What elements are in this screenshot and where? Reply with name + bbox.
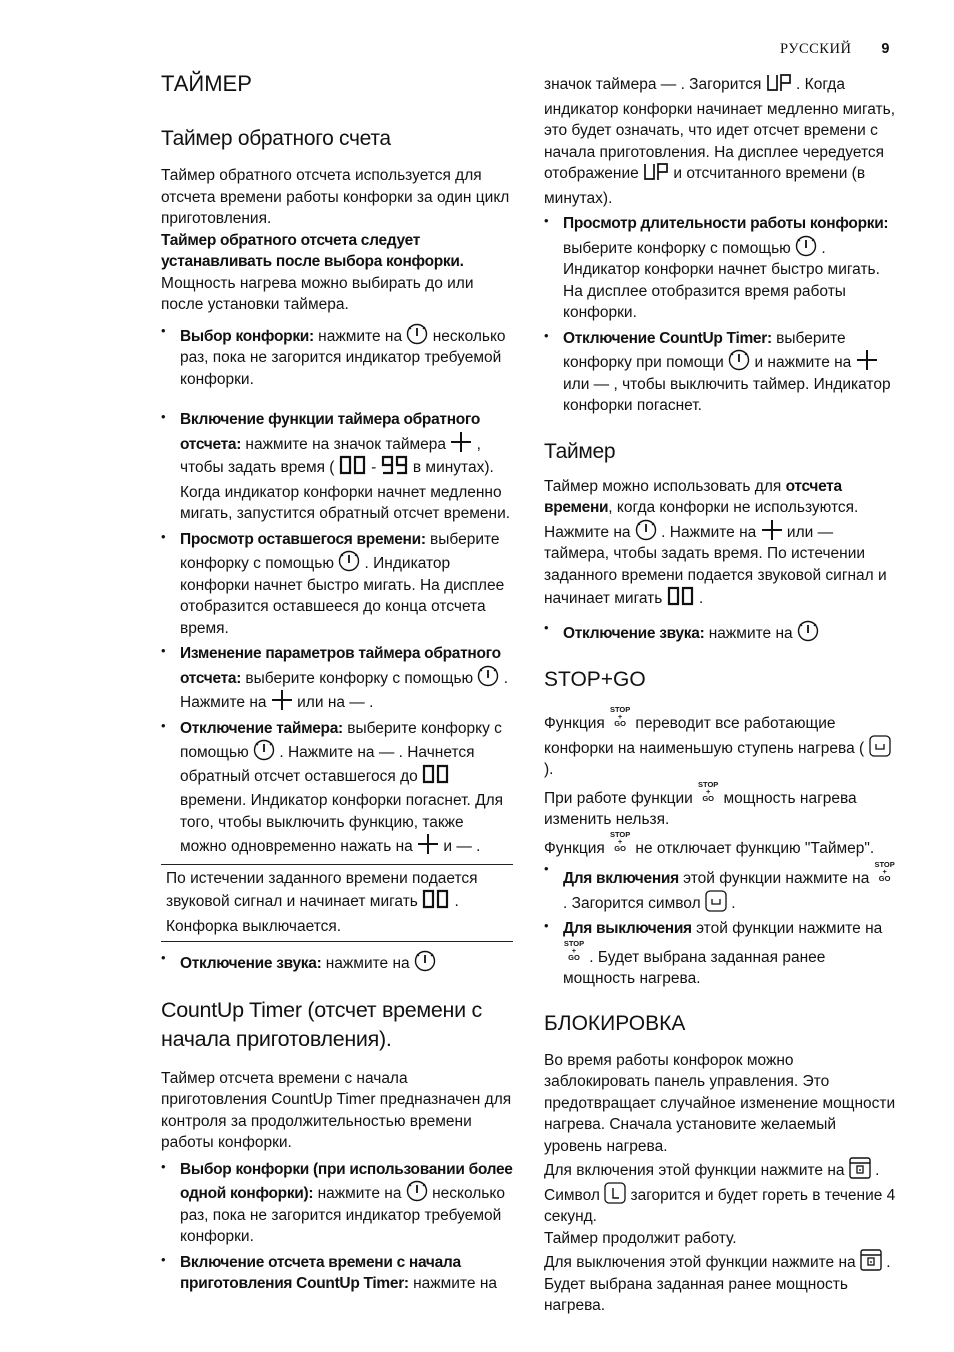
list-item: • Выбор конфорки: нажмите на несколько раз, пока не загорится индикатор требуемой конфорки. xyxy=(161,323,513,391)
timer-clock-icon xyxy=(728,349,750,371)
subsection-title-lock: БЛОКИРОВКА xyxy=(544,1011,686,1035)
timer-clock-icon xyxy=(477,665,499,687)
section-title-timer: ТАЙМЕР xyxy=(161,71,252,96)
paragraph: Для выключения этой функции нажмите на . Будет выбрана заданная ранее мощность нагрева. xyxy=(544,1249,896,1317)
subsection-title-timer: Таймер xyxy=(544,439,616,463)
list-item: • Отключение таймера: выберите конфорку с помощью . Нажмите на — . Начнется обратный отсчет оставшегося до времени. Индикатор конфорки погаснет. Для того, чтобы выключить функцию, также можно одновременно нажать на и — . xyxy=(161,718,513,858)
paragraph: Таймер отсчета времени с начала приготовления CountUp Timer предназначен для контроля за продолжительностью времени работы конфорки. xyxy=(161,1069,512,1151)
paragraph: Таймер продолжит работу. xyxy=(544,1229,737,1247)
stop-go-icon: STOP + GO xyxy=(609,829,631,853)
paragraph: Во время работы конфорок можно заблокировать панель управления. Это предотвращает случайное изменение мощности нагрева. Сначала установите желаемый уровень нагрева. xyxy=(544,1051,896,1155)
up-display-icon xyxy=(766,74,792,99)
digits-00-icon xyxy=(339,455,367,482)
paragraph: Символ загорится и будет гореть в течение 4 секунд. xyxy=(544,1182,896,1228)
l-symbol-icon xyxy=(604,1182,626,1204)
digits-00-icon xyxy=(422,764,450,791)
list-item: • Отключение CountUp Timer: выберите конфорку при помощи и нажмите на или — , чтобы выключить таймер. Индикатор конфорки погаснет. xyxy=(544,328,896,417)
timer-clock-icon xyxy=(795,235,817,257)
stop-go-icon: STOP + GO xyxy=(874,860,895,883)
paragraph: Таймер можно использовать для отсчета времени, когда конфорки не используются. Нажмите на . Нажмите на или — таймера, чтобы задать время. По истечении заданного времени подается звуковой сигнал и начинает мигать . xyxy=(544,476,896,613)
plus-icon xyxy=(761,519,783,541)
paragraph: При работе функции STOP + GO мощность нагрева изменить нельзя. xyxy=(544,779,857,828)
left-column xyxy=(161,70,513,1295)
timer-clock-icon xyxy=(406,323,428,345)
list-item: • Включение функции таймера обратного отсчета: нажмите на значок таймера , чтобы задать время ( - в минутах). Когда индикатор конфорки начнет медленно мигать, запустится обратный отсчет времени. xyxy=(161,409,513,525)
language-label: РУССКИЙ xyxy=(779,41,852,57)
digits-00-icon xyxy=(422,889,450,916)
paragraph: Для включения этой функции нажмите на . xyxy=(544,1157,896,1182)
paragraph: значок таймера — . Загорится . Когда индикатор конфорки начинает медленно мигать, это будет означать, что идет отсчет времени с начала приготовления. На дисплее чередуется отображение и отсчитанного времени (в минутах). xyxy=(544,76,896,207)
u-level-icon xyxy=(869,735,891,757)
list-item: • Отключение звука: нажмите на xyxy=(161,950,513,975)
page-header xyxy=(780,39,890,61)
note-box: По истечении заданного времени подается звуковой сигнал и начинает мигать . Конфорка выключается. xyxy=(161,864,513,943)
subsection-title-countup: CountUp Timer (отсчет времени с начала приготовления). xyxy=(161,997,482,1051)
plus-icon xyxy=(856,349,878,371)
list-item: • Просмотр оставшегося времени: выберите конфорку с помощью . Индикатор конфорки начнет быстро мигать. На дисплее отобразится оставшееся до конца отсчета время. xyxy=(161,529,513,640)
plus-icon xyxy=(417,833,439,855)
paragraph-bold: Таймер обратного отсчета следует устанавливать после выбора конфорки. xyxy=(161,231,464,270)
timer-clock-icon xyxy=(414,950,436,972)
stop-go-icon: STOP + GO xyxy=(563,938,585,962)
timer-clock-icon xyxy=(406,1180,428,1202)
paragraph: Таймер обратного отсчета используется для отсчета времени работы конфорки за один цикл приготовления. xyxy=(161,167,510,227)
stop-go-icon: STOP + GO xyxy=(698,779,719,803)
subsection-title-stopgo: STOP+GO xyxy=(544,668,646,691)
up-display-icon xyxy=(643,163,669,188)
paragraph: Функция STOP + GO не отключает функцию "Таймер". xyxy=(544,829,875,857)
plus-icon xyxy=(450,431,472,453)
list-item: • Просмотр длительности работы конфорки: выберите конфорку с помощью . Индикатор конфорки начнет быстро мигать. На дисплее отобразится время работы конфорки. xyxy=(544,213,896,324)
right-column xyxy=(544,74,896,1317)
digits-00-icon xyxy=(667,586,695,613)
subsection-title-countdown: Таймер обратного счета xyxy=(161,127,391,150)
timer-clock-icon xyxy=(253,739,275,761)
list-item: • Включение отсчета времени с начала приготовления CountUp Timer: нажмите на xyxy=(161,1252,513,1295)
list-item: • Выбор конфорки (при использовании более одной конфорки): нажмите на несколько раз, пока не загорится индикатор требуемой конфорки. xyxy=(161,1159,513,1248)
list-item: • Для включения этой функции нажмите на STOP + GO . Загорится символ . xyxy=(544,861,896,914)
page-number: 9 xyxy=(881,41,890,57)
list-item: • Изменение параметров таймера обратного отсчета: выберите конфорку с помощью . Нажмите на или на — . xyxy=(161,643,513,714)
timer-clock-icon xyxy=(338,550,360,572)
paragraph: Мощность нагрева можно выбирать до или после установки таймера. xyxy=(161,274,474,313)
stop-go-icon: STOP + GO xyxy=(609,705,631,728)
timer-clock-icon xyxy=(797,620,819,642)
lock-icon xyxy=(849,1157,871,1179)
plus-icon xyxy=(271,689,293,711)
list-item: • Для выключения этой функции нажмите на STOP + GO . Будет выбрана заданная ранее мощность нагрева. xyxy=(544,918,896,990)
digits-99-icon xyxy=(381,455,409,482)
list-item: • Отключение звука: нажмите на xyxy=(544,620,896,645)
timer-clock-icon xyxy=(635,519,657,541)
lock-icon xyxy=(860,1249,882,1271)
u-level-icon xyxy=(705,890,727,912)
paragraph: Функция STOP + GO переводит все работающие конфорки на наименьшую ступень нагрева ( ). xyxy=(544,706,896,781)
